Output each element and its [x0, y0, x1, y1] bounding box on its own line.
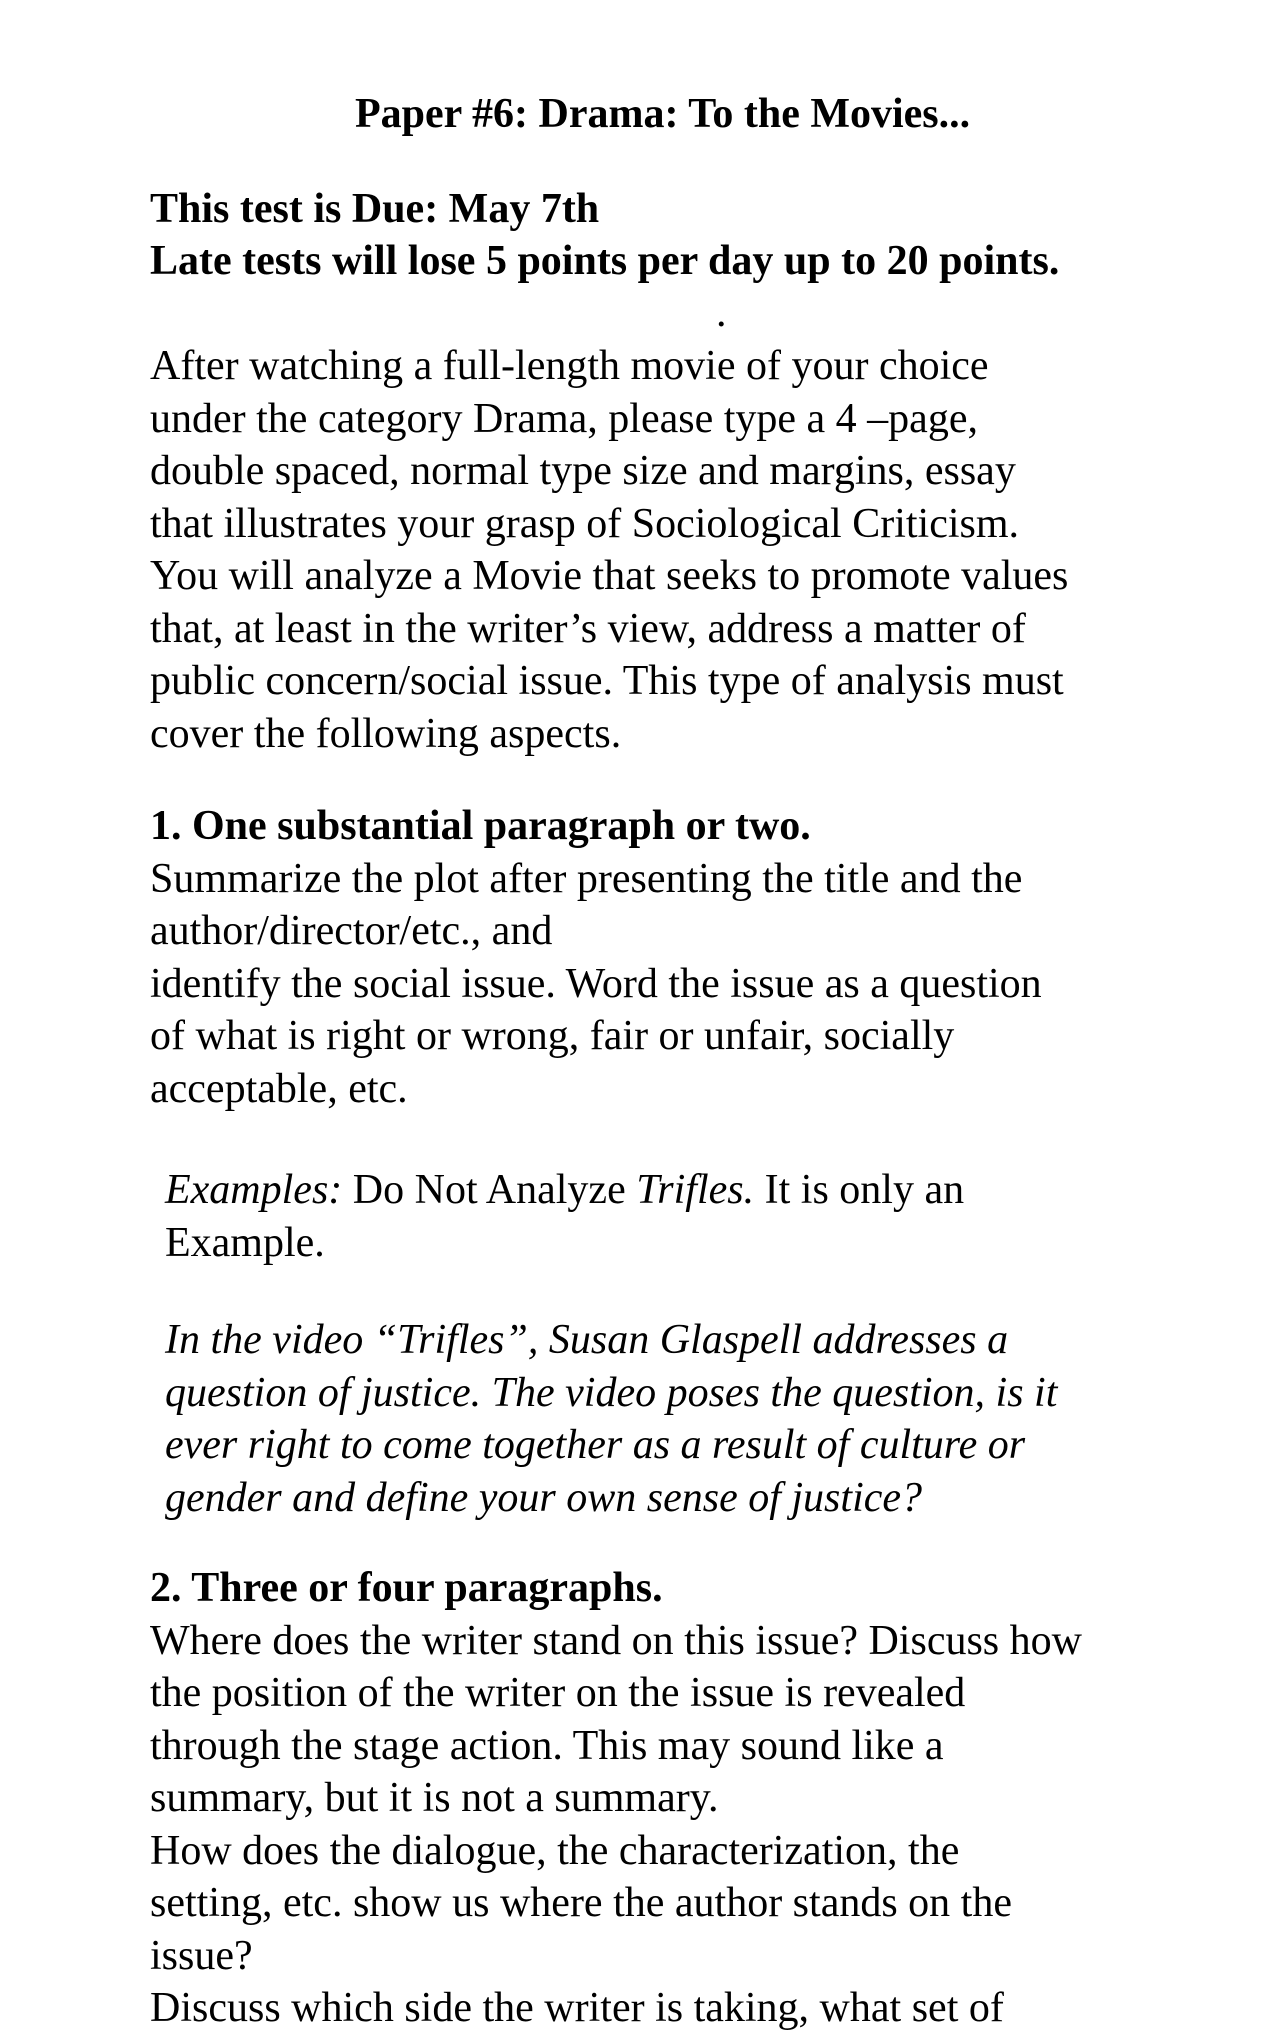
- section-1-line: acceptable, etc.: [150, 1065, 408, 1112]
- due-date: This test is Due: May 7th: [150, 186, 600, 232]
- intro-line: that illustrates your grasp of Sociological Criticism.: [150, 500, 1020, 547]
- section-1-line: identify the social issue. Word the issue as a question: [150, 960, 1042, 1007]
- stray-dot: .: [716, 290, 727, 336]
- quote-line: question of justice. The video poses the question, is it: [165, 1369, 1058, 1416]
- section-1: [150, 800, 1200, 1115]
- section-1-line: Summarize the plot after presenting the title and the: [150, 855, 1023, 902]
- example-line-1: [165, 1164, 1175, 1217]
- section-2: [150, 1562, 1200, 2035]
- example-text-1: Do Not Analyze: [342, 1167, 637, 1213]
- section-2-line: issue?: [150, 1932, 253, 1979]
- section-2-heading: 2. Three or four paragraphs.: [150, 1565, 663, 1611]
- section-2-line: How does the dialogue, the characterization, the: [150, 1827, 960, 1874]
- section-1-heading: 1. One substantial paragraph or two.: [150, 803, 811, 849]
- example-text-2: It is only an: [754, 1167, 965, 1213]
- section-2-line: Where does the writer stand on this issue? Discuss how: [150, 1617, 1082, 1664]
- page-title: Paper #6: Drama: To the Movies...: [355, 91, 971, 137]
- intro-line: under the category Drama, please type a 4 –page,: [150, 395, 978, 442]
- example-quote: [165, 1314, 1175, 1524]
- section-2-line: Discuss which side the writer is taking, what set of: [150, 1985, 1004, 2031]
- quote-line: In the video “Trifles”, Susan Glaspell addresses a: [165, 1317, 1009, 1363]
- example-note: [165, 1164, 1175, 1269]
- intro-line: After watching a full-length movie of your choice: [150, 343, 989, 389]
- late-policy: Late tests will lose 5 points per day up to 20 points.: [150, 238, 1060, 284]
- quote-line: ever right to come together as a result of culture or: [165, 1422, 1026, 1468]
- due-notice: [150, 183, 1059, 287]
- section-1-line: author/director/etc., and: [150, 908, 553, 954]
- intro-line: cover the following aspects.: [150, 710, 622, 757]
- intro-line: that, at least in the writer’s view, address a matter of: [150, 605, 1026, 652]
- example-line-2: Example.: [165, 1219, 325, 1266]
- section-2-line: through the stage action. This may sound like a: [150, 1722, 944, 1769]
- example-title: Trifles.: [636, 1167, 755, 1213]
- intro-line: public concern/social issue. This type of analysis must: [150, 658, 1064, 704]
- section-2-line: setting, etc. show us where the author stands on the: [150, 1880, 1012, 1926]
- section-2-line: summary, but it is not a summary.: [150, 1775, 719, 1821]
- intro-line: You will analyze a Movie that seeks to promote values: [150, 553, 1069, 599]
- section-2-line: the position of the writer on the issue is revealed: [150, 1670, 966, 1716]
- intro-paragraph: [150, 340, 1160, 760]
- quote-line: gender and define your own sense of justice?: [165, 1474, 923, 1521]
- example-label: Examples:: [165, 1167, 343, 1213]
- section-1-line: of what is right or wrong, fair or unfair, socially: [150, 1013, 955, 1059]
- intro-line: double spaced, normal type size and margins, essay: [150, 448, 1016, 494]
